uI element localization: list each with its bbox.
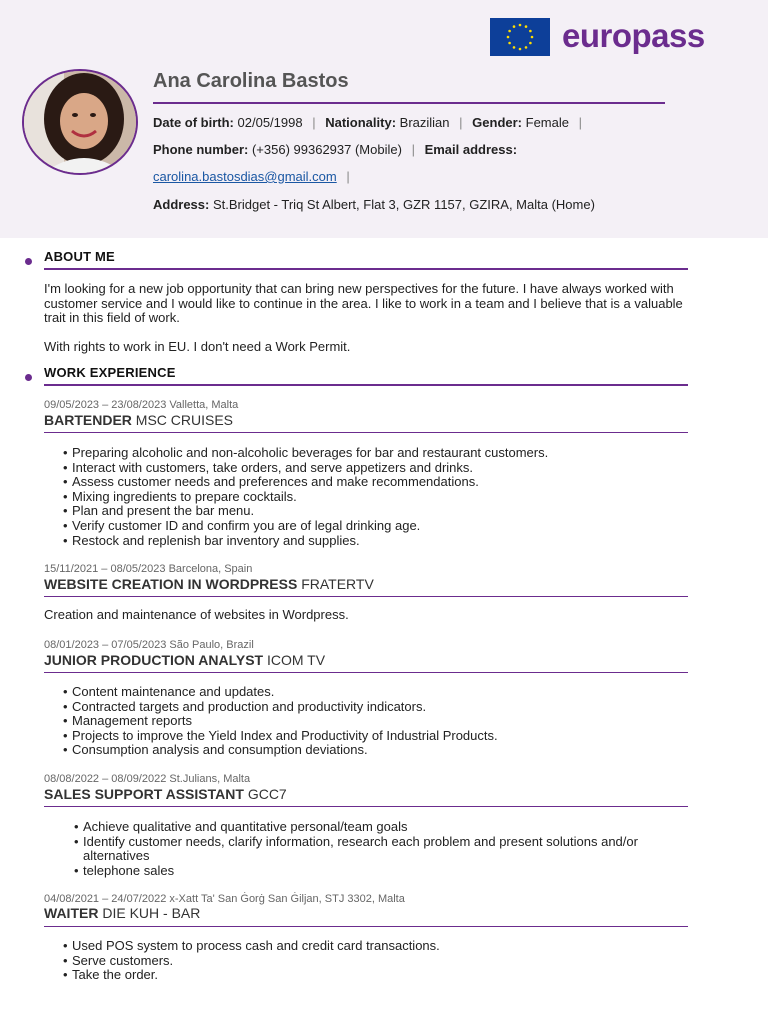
email-label: Email address: xyxy=(424,142,518,157)
personal-info-line-4 xyxy=(153,196,595,214)
job-company: MSC CRUISES xyxy=(135,412,234,428)
about-paragraph-1: I'm looking for a new job opportunity that can bring new perspectives for the future. I have always worked with customer service and I would like to continue in the area. I like to work in a team and I believe that is a valuable trait in this field of work. xyxy=(44,281,683,325)
name-divider xyxy=(153,102,665,104)
job-title xyxy=(44,575,374,593)
europass-logo: europass xyxy=(562,17,705,54)
job-title xyxy=(44,904,200,922)
nationality-label: Nationality: xyxy=(325,115,397,130)
about-heading: ABOUT ME xyxy=(44,249,115,264)
address-value: St.Bridget - Triq St Albert, Flat 3, GZR 1157, GZIRA, Malta (Home) xyxy=(212,197,595,212)
list-item: • Restock and replenish bar inventory and supplies. xyxy=(63,534,548,549)
work-divider xyxy=(44,384,688,386)
eu-flag-icon xyxy=(490,18,550,56)
list-item: • Verify customer ID and confirm you are of legal drinking age. xyxy=(63,519,548,534)
dob-label: Date of birth: xyxy=(153,115,234,130)
job-divider xyxy=(44,596,688,597)
job-company: FRATERTV xyxy=(301,576,374,592)
about-divider xyxy=(44,268,688,270)
job-divider xyxy=(44,926,688,927)
dob-value: 02/05/1998 xyxy=(237,115,303,130)
address-label: Address: xyxy=(153,197,210,212)
job-role: WEBSITE CREATION IN WORDPRESS xyxy=(44,576,298,592)
job-meta: 15/11/2021 – 08/05/2023 Barcelona, Spain xyxy=(44,563,253,575)
list-item: • Assess customer needs and preferences and make recommendations. xyxy=(63,475,548,490)
job-meta: 08/01/2023 – 07/05/2023 São Paulo, Brazil xyxy=(44,639,254,651)
job-title xyxy=(44,411,233,429)
list-item: • Interact with customers, take orders, and serve appetizers and drinks. xyxy=(63,461,548,476)
list-item: • Achieve qualitative and quantitative personal/team goals xyxy=(74,820,684,835)
header-band xyxy=(0,0,768,238)
job-role: SALES SUPPORT ASSISTANT xyxy=(44,786,244,802)
list-item: • Identify customer needs, clarify information, research each problem and present solutions and/or alternatives xyxy=(74,835,684,864)
gender-label: Gender: xyxy=(472,115,522,130)
separator: | xyxy=(459,115,463,130)
section-marker xyxy=(25,258,32,265)
list-item: • Management reports xyxy=(63,714,498,729)
list-item: • Projects to improve the Yield Index and Productivity of Industrial Products. xyxy=(63,729,498,744)
list-item: • Preparing alcoholic and non-alcoholic beverages for bar and restaurant customers. xyxy=(63,446,548,461)
section-marker xyxy=(25,374,32,381)
list-item: • Used POS system to process cash and credit card transactions. xyxy=(63,939,440,954)
personal-info-line-1 xyxy=(153,114,588,132)
job-divider xyxy=(44,672,688,673)
list-item: • Contracted targets and production and productivity indicators. xyxy=(63,700,498,715)
job-role: WAITER xyxy=(44,905,99,921)
job-title xyxy=(44,785,287,803)
personal-info-line-2 xyxy=(153,141,517,159)
list-item: • Take the order. xyxy=(63,968,440,983)
profile-photo xyxy=(22,69,138,175)
job-meta: 04/08/2021 – 24/07/2022 x-Xatt Ta' San Ġorġ San Ġiljan, STJ 3302, Malta xyxy=(44,893,405,905)
job-company: ICOM TV xyxy=(266,652,326,668)
job-company: DIE KUH - BAR xyxy=(102,905,201,921)
job-divider xyxy=(44,432,688,433)
phone-label: Phone number: xyxy=(153,142,249,157)
list-item: • telephone sales xyxy=(74,864,684,879)
nationality-value: Brazilian xyxy=(399,115,450,130)
separator: | xyxy=(346,169,350,184)
separator: | xyxy=(411,142,415,157)
separator: | xyxy=(312,115,316,130)
job-duties-list xyxy=(63,939,440,983)
job-role: JUNIOR PRODUCTION ANALYST xyxy=(44,652,264,668)
job-company: GCC7 xyxy=(247,786,287,802)
job-divider xyxy=(44,806,688,807)
job-title xyxy=(44,651,325,669)
list-item: • Plan and present the bar menu. xyxy=(63,504,548,519)
list-item: • Consumption analysis and consumption deviations. xyxy=(63,743,498,758)
job-meta: 09/05/2023 – 23/08/2023 Valletta, Malta xyxy=(44,399,239,411)
job-duties-list xyxy=(63,685,498,758)
gender-value: Female xyxy=(525,115,569,130)
about-paragraph-2: With rights to work in EU. I don't need a Work Permit. xyxy=(44,339,351,354)
job-role: BARTENDER xyxy=(44,412,132,428)
work-heading: WORK EXPERIENCE xyxy=(44,365,176,380)
list-item: • Content maintenance and updates. xyxy=(63,685,498,700)
phone-value: (+356) 99362937 (Mobile) xyxy=(251,142,402,157)
separator: | xyxy=(578,115,582,130)
email-link[interactable]: carolina.bastosdias@gmail.com xyxy=(153,169,337,184)
personal-info-line-3 xyxy=(153,168,356,186)
list-item: • Serve customers. xyxy=(63,954,440,969)
job-duties-list xyxy=(74,820,684,878)
candidate-name: Ana Carolina Bastos xyxy=(153,70,349,92)
job-duties-list xyxy=(63,446,548,548)
list-item: • Mixing ingredients to prepare cocktails. xyxy=(63,490,548,505)
job-meta: 08/08/2022 – 08/09/2022 St.Julians, Malta xyxy=(44,773,251,785)
job-description: Creation and maintenance of websites in Wordpress. xyxy=(44,607,349,622)
